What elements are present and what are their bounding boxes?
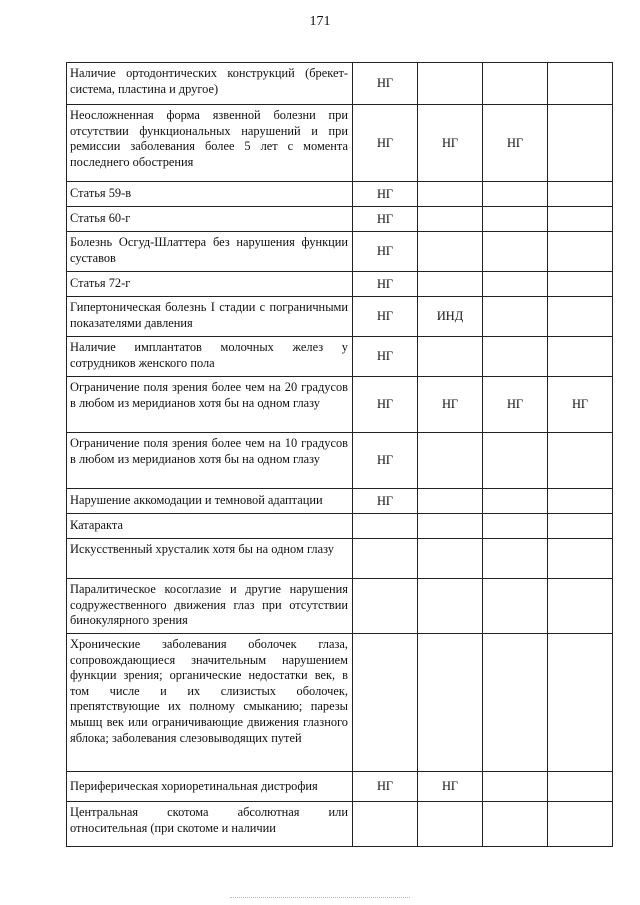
category-cell-1: НГ — [353, 182, 418, 207]
table-row — [67, 232, 613, 272]
condition-cell: Искусственный хрусталик хотя бы на одном глазу — [67, 539, 353, 579]
condition-cell: Нарушение аккомодации и темновой адаптации — [67, 489, 353, 514]
condition-cell: Катаракта — [67, 514, 353, 539]
condition-cell: Периферическая хориоретинальная дистрофия — [67, 772, 353, 802]
table-row — [67, 272, 613, 297]
category-cell-3: НГ — [483, 377, 548, 433]
category-cell-4 — [548, 579, 613, 634]
condition-cell: Паралитическое косоглазие и другие нарушения содружественного движения глаз при отсутствии бинокулярного зрения — [67, 579, 353, 634]
table-row — [67, 539, 613, 579]
category-cell-1 — [353, 514, 418, 539]
scan-artifact-line — [230, 897, 410, 898]
category-cell-1: НГ — [353, 377, 418, 433]
category-cell-2 — [418, 514, 483, 539]
category-cell-2 — [418, 579, 483, 634]
category-cell-4: НГ — [548, 377, 613, 433]
category-cell-1: НГ — [353, 207, 418, 232]
condition-cell: Статья 72-г — [67, 272, 353, 297]
category-cell-4 — [548, 539, 613, 579]
category-cell-1: НГ — [353, 489, 418, 514]
category-cell-2: ИНД — [418, 297, 483, 337]
condition-cell: Болезнь Осгуд-Шлаттера без нарушения функции суставов — [67, 232, 353, 272]
condition-cell: Статья 60-г — [67, 207, 353, 232]
category-cell-2 — [418, 489, 483, 514]
category-cell-3 — [483, 802, 548, 847]
category-cell-4 — [548, 63, 613, 105]
category-cell-4 — [548, 489, 613, 514]
condition-cell: Ограничение поля зрения более чем на 20 градусов в любом из меридианов хотя бы на одном глазу — [67, 377, 353, 433]
category-cell-2 — [418, 539, 483, 579]
category-cell-4 — [548, 772, 613, 802]
category-cell-2 — [418, 802, 483, 847]
table-row — [67, 489, 613, 514]
table-row — [67, 105, 613, 182]
category-cell-3 — [483, 337, 548, 377]
category-cell-4 — [548, 105, 613, 182]
category-cell-2 — [418, 63, 483, 105]
category-cell-2: НГ — [418, 772, 483, 802]
table-row — [67, 63, 613, 105]
page-number: 171 — [309, 14, 331, 29]
category-cell-1 — [353, 579, 418, 634]
requirements-table — [66, 62, 613, 847]
category-cell-2 — [418, 207, 483, 232]
category-cell-3 — [483, 433, 548, 489]
condition-cell: Наличие ортодонтических конструкций (брекет-система, пластина и другое) — [67, 63, 353, 105]
condition-cell: Наличие имплантатов молочных желез у сотрудников женского пола — [67, 337, 353, 377]
category-cell-3 — [483, 297, 548, 337]
table-row — [67, 433, 613, 489]
category-cell-4 — [548, 232, 613, 272]
category-cell-1 — [353, 539, 418, 579]
category-cell-3 — [483, 272, 548, 297]
category-cell-1: НГ — [353, 105, 418, 182]
condition-cell: Неосложненная форма язвенной болезни при отсутствии функциональных нарушений и при ремиссии заболевания более 5 лет с момента последнего обострения — [67, 105, 353, 182]
table-row — [67, 337, 613, 377]
requirements-table-body — [67, 63, 613, 847]
category-cell-1: НГ — [353, 63, 418, 105]
category-cell-3 — [483, 772, 548, 802]
category-cell-2: НГ — [418, 105, 483, 182]
table-row — [67, 182, 613, 207]
condition-cell: Гипертоническая болезнь I стадии с пограничными показателями давления — [67, 297, 353, 337]
category-cell-2 — [418, 182, 483, 207]
category-cell-2 — [418, 337, 483, 377]
condition-cell: Статья 59-в — [67, 182, 353, 207]
category-cell-4 — [548, 272, 613, 297]
category-cell-4 — [548, 297, 613, 337]
category-cell-3 — [483, 63, 548, 105]
category-cell-2 — [418, 433, 483, 489]
category-cell-3 — [483, 514, 548, 539]
category-cell-4 — [548, 433, 613, 489]
category-cell-2 — [418, 272, 483, 297]
category-cell-3 — [483, 489, 548, 514]
category-cell-1 — [353, 802, 418, 847]
table-row — [67, 634, 613, 772]
category-cell-2 — [418, 634, 483, 772]
category-cell-1: НГ — [353, 272, 418, 297]
condition-cell: Хронические заболевания оболочек глаза, сопровождающиеся значительным нарушением функции зрения; органические недостатки век, в том числе и их слизистых оболочек, препятствующие их полному смыканию; парезы мышц век или ограничивающие движения глазного яблока; заболевания слезовыводящих путей — [67, 634, 353, 772]
category-cell-4 — [548, 182, 613, 207]
category-cell-3 — [483, 182, 548, 207]
category-cell-4 — [548, 802, 613, 847]
category-cell-3 — [483, 539, 548, 579]
category-cell-1: НГ — [353, 433, 418, 489]
category-cell-2: НГ — [418, 377, 483, 433]
category-cell-1: НГ — [353, 297, 418, 337]
table-row — [67, 802, 613, 847]
category-cell-3 — [483, 207, 548, 232]
category-cell-3 — [483, 634, 548, 772]
table-row — [67, 207, 613, 232]
category-cell-1: НГ — [353, 232, 418, 272]
table-row — [67, 579, 613, 634]
condition-cell: Ограничение поля зрения более чем на 10 градусов в любом из меридианов хотя бы на одном глазу — [67, 433, 353, 489]
category-cell-4 — [548, 337, 613, 377]
condition-cell: Центральная скотома абсолютная или относительная (при скотоме и наличии — [67, 802, 353, 847]
table-row — [67, 297, 613, 337]
category-cell-1: НГ — [353, 337, 418, 377]
table-row — [67, 772, 613, 802]
category-cell-3 — [483, 232, 548, 272]
category-cell-3 — [483, 579, 548, 634]
table-row — [67, 514, 613, 539]
category-cell-3: НГ — [483, 105, 548, 182]
category-cell-1 — [353, 634, 418, 772]
category-cell-1: НГ — [353, 772, 418, 802]
table-row — [67, 377, 613, 433]
category-cell-4 — [548, 207, 613, 232]
category-cell-4 — [548, 634, 613, 772]
category-cell-2 — [418, 232, 483, 272]
category-cell-4 — [548, 514, 613, 539]
